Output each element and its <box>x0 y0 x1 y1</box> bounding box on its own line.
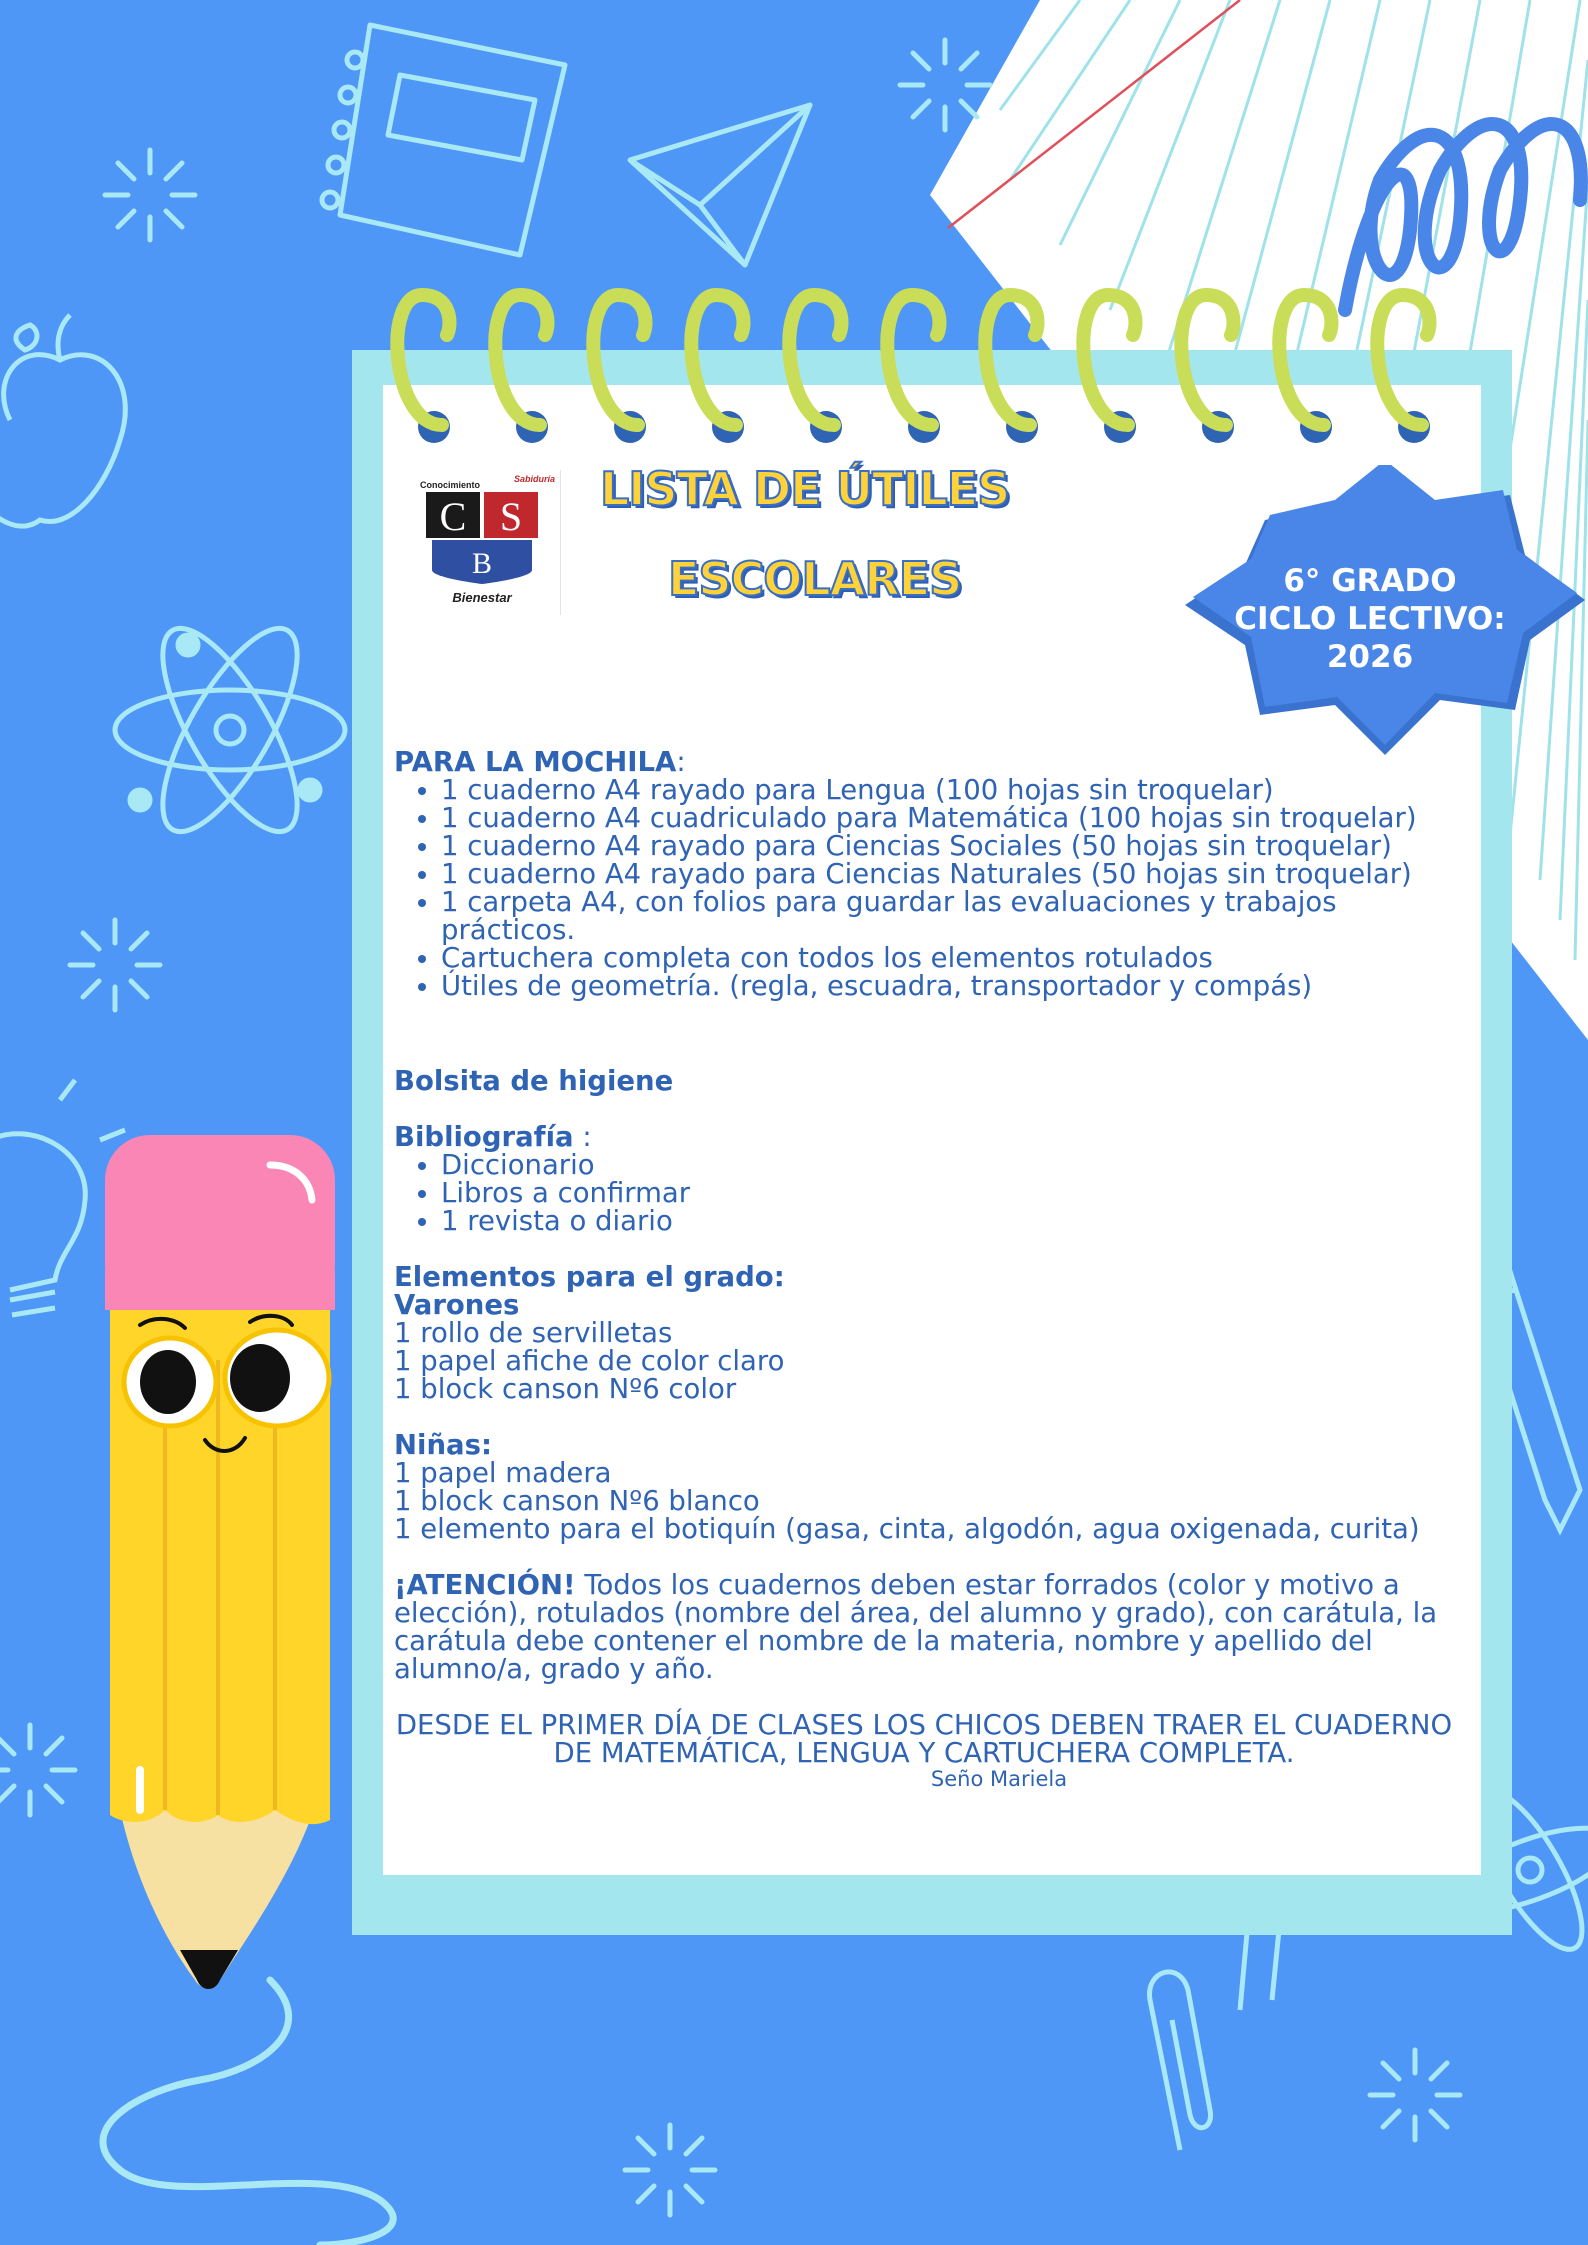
notebook-doodle <box>322 25 565 255</box>
list-item: • Libros a confirmar <box>441 1179 1454 1207</box>
mochila-heading: PARA LA MOCHILA <box>394 746 677 778</box>
varones-heading: Varones <box>394 1289 520 1321</box>
mochila-heading-line <box>394 748 1454 776</box>
badge-text <box>1225 562 1515 676</box>
logo-letter-b: B <box>471 547 493 580</box>
apple-doodle <box>0 315 125 526</box>
bibliografia-heading: Bibliografía <box>394 1121 574 1153</box>
logo-letter-c: C <box>439 494 467 539</box>
mochila-list <box>394 776 1454 1000</box>
atencion-text: Todos los cuadernos deben estar forrados (color y motivo a elección), rotulados (nombre del área, del alumno y grado), con carátula, la carátula debe contener el nombre de la materia, nombre y apellido del alumno/a, grado y año. <box>394 1569 1438 1685</box>
badge-grade: 6° GRADO <box>1283 563 1457 599</box>
logo-top-right: Sabiduría <box>514 474 556 484</box>
badge-year: 2026 <box>1326 639 1414 675</box>
logo-bottom: Bienestar <box>452 590 512 605</box>
atom-doodle <box>115 610 345 849</box>
ninas-heading: Niñas: <box>394 1429 492 1461</box>
paper-plane-doodle <box>630 105 810 265</box>
bibliografia-list <box>394 1151 1454 1235</box>
ninas-item: 1 papel madera <box>394 1457 612 1489</box>
badge-cycle: CICLO LECTIVO: <box>1234 601 1506 637</box>
list-item: • Diccionario <box>441 1151 1454 1179</box>
grado-heading: Elementos para el grado: <box>394 1261 785 1293</box>
varones-item: 1 rollo de servilletas <box>394 1317 673 1349</box>
supply-list <box>394 748 1454 1791</box>
list-item: • 1 cuaderno A4 rayado para Lengua (100 hojas sin troquelar) <box>441 776 1454 804</box>
list-item: • Cartuchera completa con todos los elementos rotulados <box>441 944 1454 972</box>
spiral-rings <box>352 275 1512 465</box>
title-line-1: LISTA DE ÚTILES <box>600 462 1010 516</box>
bibliografia-heading-line <box>394 1123 1454 1151</box>
list-item: • 1 cuaderno A4 rayado para Ciencias Naturales (50 hojas sin troquelar) <box>441 860 1454 888</box>
list-item: • Útiles de geometría. (regla, escuadra, transportador y compás) <box>441 972 1454 1000</box>
varones-item: 1 papel afiche de color claro <box>394 1345 785 1377</box>
school-logo <box>418 470 558 610</box>
logo-top-left: Conocimiento <box>420 480 480 490</box>
squiggle-line <box>103 1980 393 2245</box>
atencion-paragraph <box>394 1571 1454 1683</box>
ninas-item: 1 elemento para el botiquín (gasa, cinta, algodón, agua oxigenada, curita) <box>394 1513 1420 1545</box>
higiene-heading: Bolsita de higiene <box>394 1065 674 1097</box>
logo-divider <box>560 470 561 615</box>
logo-letter-s: S <box>499 494 523 539</box>
ninas-item: 1 block canson Nº6 blanco <box>394 1485 760 1517</box>
list-item: • 1 cuaderno A4 cuadriculado para Matemática (100 hojas sin troquelar) <box>441 804 1454 832</box>
list-item: • 1 carpeta A4, con folios para guardar las evaluaciones y trabajos prácticos. <box>441 888 1454 944</box>
mochila-colon: : <box>676 746 686 778</box>
list-item: • 1 revista o diario <box>441 1207 1454 1235</box>
aviso-text: DESDE EL PRIMER DÍA DE CLASES LOS CHICOS DEBEN TRAER EL CUADERNO DE MATEMÁTICA, LENGUA Y CARTUCHERA COMPLETA. <box>395 1709 1453 1769</box>
bibliografia-colon: : <box>573 1121 592 1153</box>
atencion-label: ¡ATENCIÓN! <box>394 1569 576 1601</box>
title-line-2: ESCOLARES <box>668 552 962 606</box>
list-item: • 1 cuaderno A4 rayado para Ciencias Sociales (50 hojas sin troquelar) <box>441 832 1454 860</box>
pencil-mascot <box>80 1120 350 2000</box>
varones-item: 1 block canson Nº6 color <box>394 1373 737 1405</box>
signature: Seño Mariela <box>930 1767 1068 1791</box>
